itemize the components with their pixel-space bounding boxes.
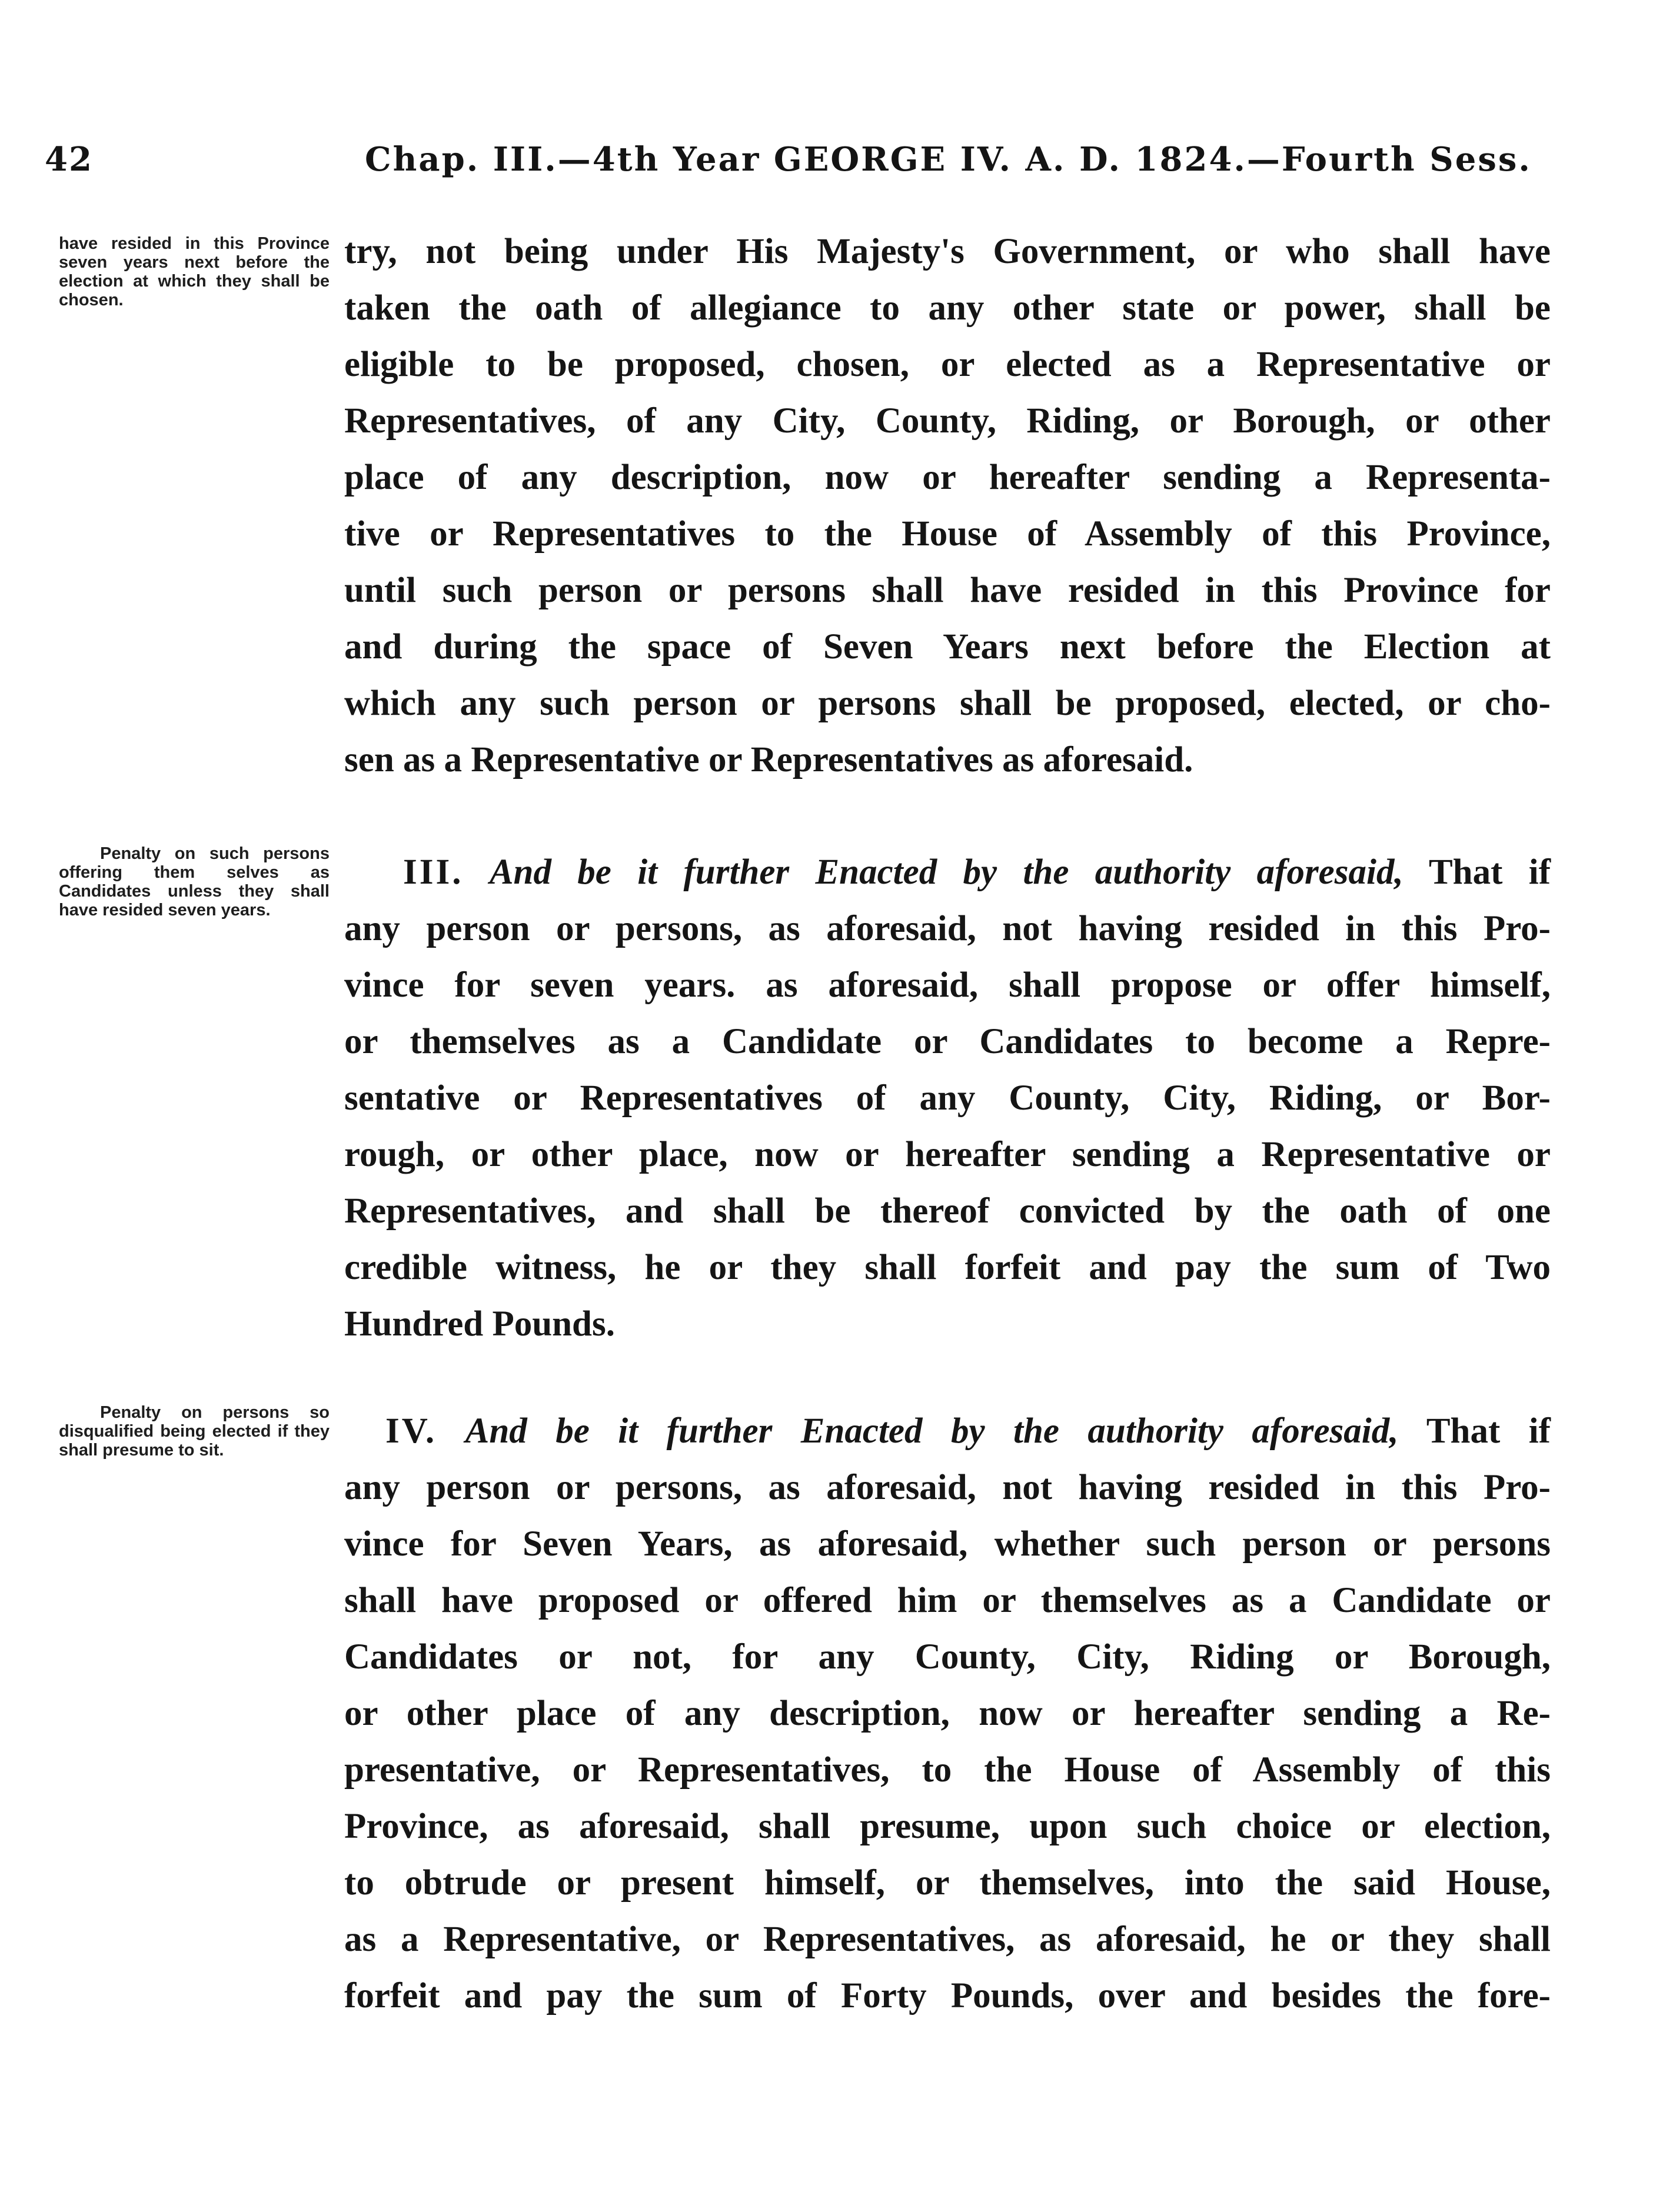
text-line: eligible to be proposed, chosen, or elected as a Representative or — [344, 345, 1551, 384]
text-line: which any such person or persons shall be proposed, elected, or cho- — [344, 684, 1551, 723]
page-number: 42 — [45, 140, 93, 179]
marginal-note: Penalty on such persons offering them selves as Candidates unless they shall have resided seven years. — [59, 844, 330, 920]
text-line: Candidates or not, for any County, City, Riding or Borough, — [344, 1637, 1551, 1677]
text-line: rough, or other place, now or hereafter sending a Representative or — [344, 1135, 1551, 1174]
first-line-rest: That if — [1428, 852, 1551, 892]
marginal-note: have resided in this Province seven years next before the election at which they shall be chosen. — [59, 234, 330, 309]
text-line: shall have proposed or offered him or themselves as a Candidate or — [344, 1581, 1551, 1620]
running-head: Chap. III.—4th Year GEORGE IV. A. D. 1824.—Fourth Sess. — [365, 140, 1532, 179]
text-line: forfeit and pay the sum of Forty Pounds, over and besides the fore- — [344, 1976, 1551, 2016]
text-line: sentative or Representatives of any County, City, Riding, or Bor- — [344, 1078, 1551, 1118]
text-line: until such person or persons shall have resided in this Province for — [344, 571, 1551, 610]
text-line: Province, as aforesaid, shall presume, upon such choice or election, — [344, 1807, 1551, 1846]
text-line: vince for seven years. as aforesaid, shall propose or offer himself, — [344, 965, 1551, 1005]
text-line: tive or Representatives to the House of Assembly of this Province, — [344, 514, 1551, 554]
text-line: Hundred Pounds. — [344, 1304, 615, 1344]
text-line: Representatives, and shall be thereof convicted by the oath of one — [344, 1191, 1551, 1231]
clause-number: IV. — [385, 1411, 437, 1451]
text-line-first — [344, 844, 1551, 901]
enacting-phrase: And be it further Enacted by the authority aforesaid, — [465, 1411, 1399, 1451]
first-line-rest: That if — [1426, 1411, 1551, 1451]
marginal-note: Penalty on persons so disqualified being elected if they shall presume to sit. — [59, 1403, 330, 1460]
text-line: any person or persons, as aforesaid, not having resided in this Pro- — [344, 909, 1551, 948]
enacting-phrase: And be it further Enacted by the authority aforesaid, — [489, 852, 1403, 892]
text-line: taken the oath of allegiance to any other state or power, shall be — [344, 288, 1551, 328]
text-line: as a Representative, or Representatives, as aforesaid, he or they shall — [344, 1920, 1551, 1959]
text-line: credible witness, he or they shall forfeit and pay the sum of Two — [344, 1248, 1551, 1287]
clause-body — [344, 224, 1551, 788]
text-line: any person or persons, as aforesaid, not having resided in this Pro- — [344, 1468, 1551, 1507]
text-line: Representatives, of any City, County, Riding, or Borough, or other — [344, 401, 1551, 441]
text-line: place of any description, now or hereafter sending a Representa- — [344, 458, 1551, 497]
text-line: or other place of any description, now or hereafter sending a Re- — [344, 1694, 1551, 1733]
clause-body — [344, 1403, 1551, 2024]
text-line: try, not being under His Majesty's Government, or who shall have — [344, 232, 1551, 271]
text-line: presentative, or Representatives, to the House of Assembly of this — [344, 1750, 1551, 1790]
text-line-first — [344, 1403, 1551, 1460]
text-line: and during the space of Seven Years next before the Election at — [344, 627, 1551, 667]
text-line: vince for Seven Years, as aforesaid, whether such person or persons — [344, 1524, 1551, 1564]
clause-body — [344, 844, 1551, 1352]
clause-number: III. — [403, 852, 464, 892]
text-line: to obtrude or present himself, or themselves, into the said House, — [344, 1863, 1551, 1903]
text-line: sen as a Representative or Representatives as aforesaid. — [344, 740, 1193, 779]
text-line: or themselves as a Candidate or Candidates to become a Repre- — [344, 1022, 1551, 1061]
